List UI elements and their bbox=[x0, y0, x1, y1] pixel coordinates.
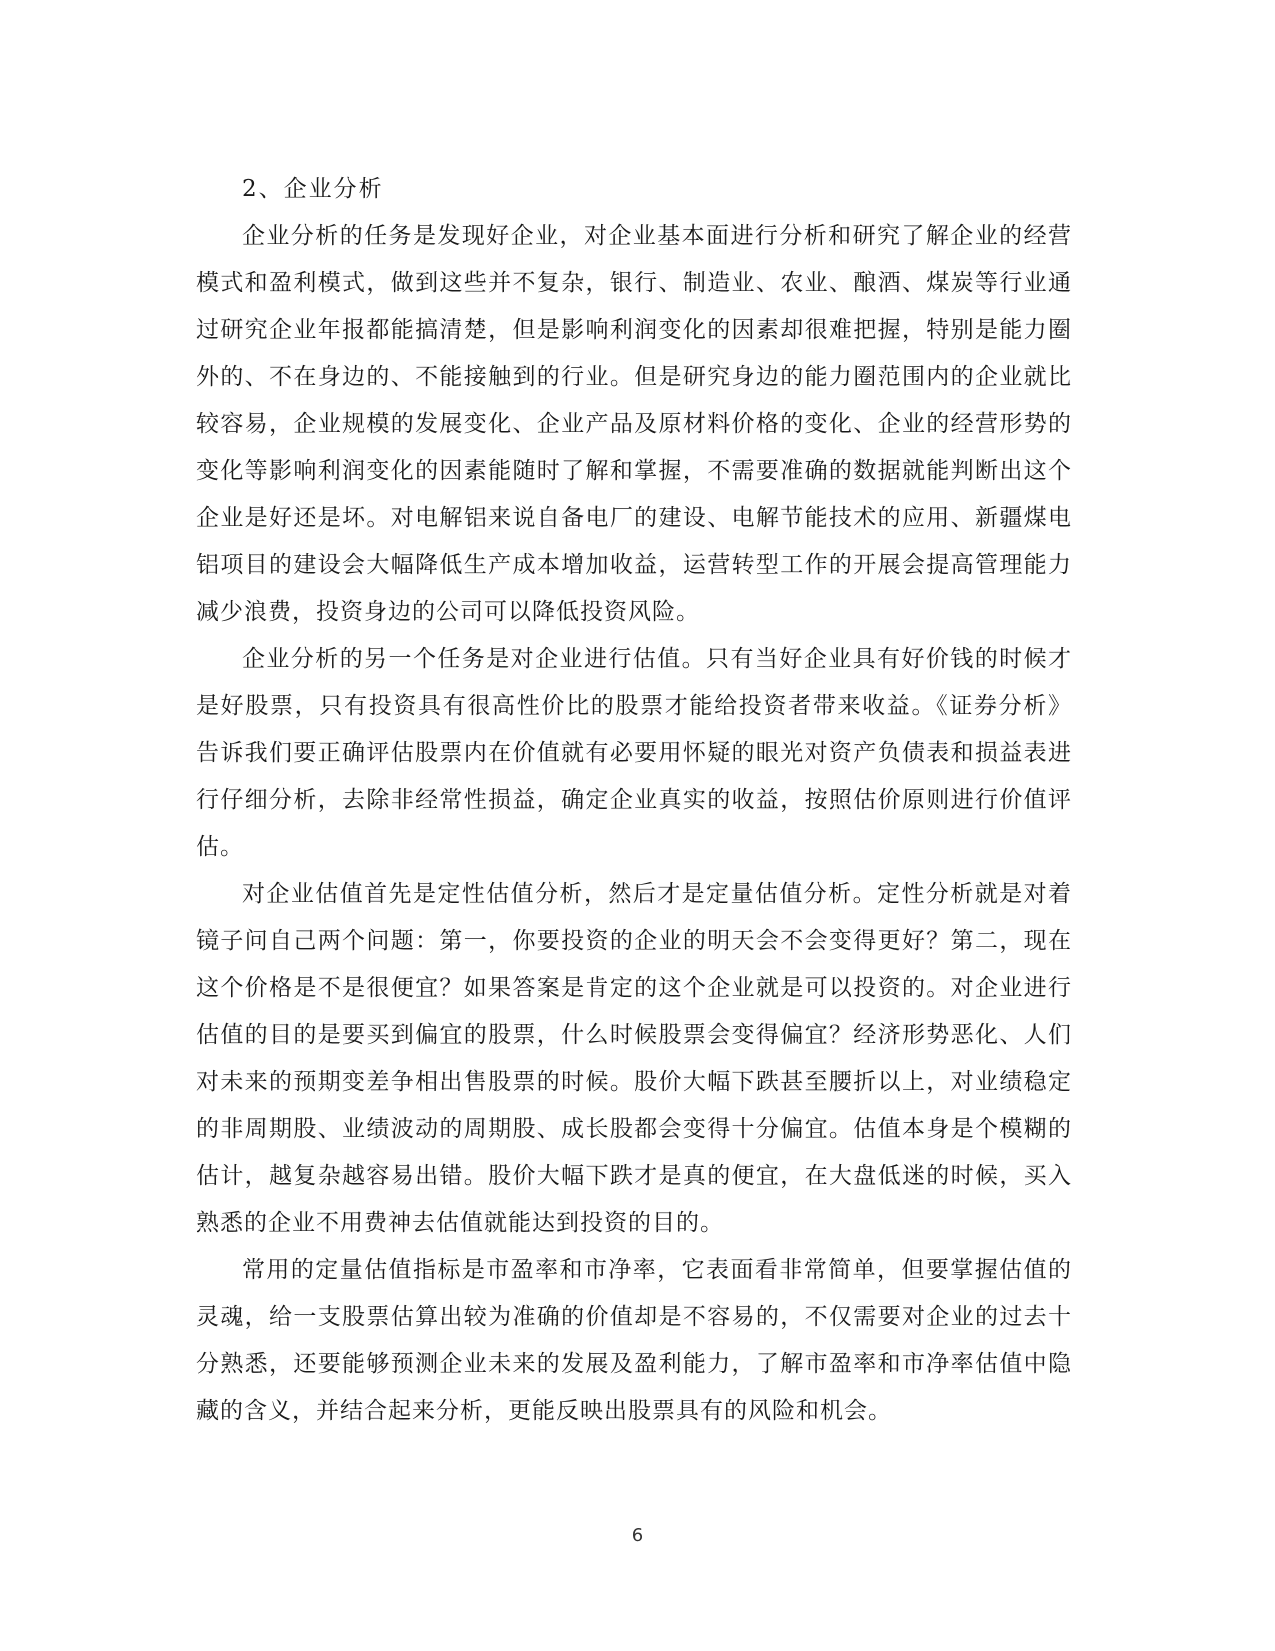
page-body bbox=[196, 166, 1072, 1435]
paragraph-enterprise-analysis-task: 企业分析的任务是发现好企业，对企业基本面进行分析和研究了解企业的经营模式和盈利模式，做到这些并不复杂，银行、制造业、农业、酿酒、煤炭等行业通过研究企业年报都能搞清楚，但是影响利润变化的因素却很难把握，特别是能力圈外的、不在身边的、不能接触到的行业。但是研究身边的能力圈范围内的企业就比较容易，企业规模的发展变化、企业产品及原材料价格的变化、企业的经营形势的变化等影响利润变化的因素能随时了解和掌握，不需要准确的数据就能判断出这个企业是好还是坏。对电解铝来说自备电厂的建设、电解节能技术的应用、新疆煤电铝项目的建设会大幅降低生产成本增加收益，运营转型工作的开展会提高管理能力减少浪费，投资身边的公司可以降低投资风险。 bbox=[196, 223, 1072, 625]
paragraph-quantitative-valuation: 常用的定量估值指标是市盈率和市净率，它表面看非常简单，但要掌握估值的灵魂，给一支股票估算出较为准确的价值却是不容易的，不仅需要对企业的过去十分熟悉，还要能够预测企业未来的发展及盈利能力，了解市盈率和市净率估值中隐藏的含义，并结合起来分析，更能反映出股票具有的风险和机会。 bbox=[196, 1257, 1072, 1424]
paragraph-enterprise-valuation: 企业分析的另一个任务是对企业进行估值。只有当好企业具有好价钱的时候才是好股票，只有投资具有很高性价比的股票才能给投资者带来收益。《证券分析》告诉我们要正确评估股票内在价值就有必要用怀疑的眼光对资产负债表和损益表进行仔细分析，去除非经常性损益，确定企业真实的收益，按照估价原则进行价值评估。 bbox=[196, 646, 1072, 860]
page-number: 6 bbox=[631, 1525, 644, 1546]
section-heading: 2、企业分析 bbox=[242, 176, 384, 202]
paragraph-qualitative-valuation: 对企业估值首先是定性估值分析，然后才是定量估值分析。定性分析就是对着镜子问自己两个问题：第一，你要投资的企业的明天会不会变得更好？第二，现在这个价格是不是很便宜？如果答案是肯定的这个企业就是可以投资的。对企业进行估值的目的是要买到偏宜的股票，什么时候股票会变得偏宜？经济形势恶化、人们对未来的预期变差争相出售股票的时候。股价大幅下跌甚至腰折以上，对业绩稳定的非周期股、业绩波动的周期股、成长股都会变得十分偏宜。估值本身是个模糊的估计，越复杂越容易出错。股价大幅下跌才是真的便宜，在大盘低迷的时候，买入熟悉的企业不用费神去估值就能达到投资的目的。 bbox=[196, 881, 1072, 1236]
